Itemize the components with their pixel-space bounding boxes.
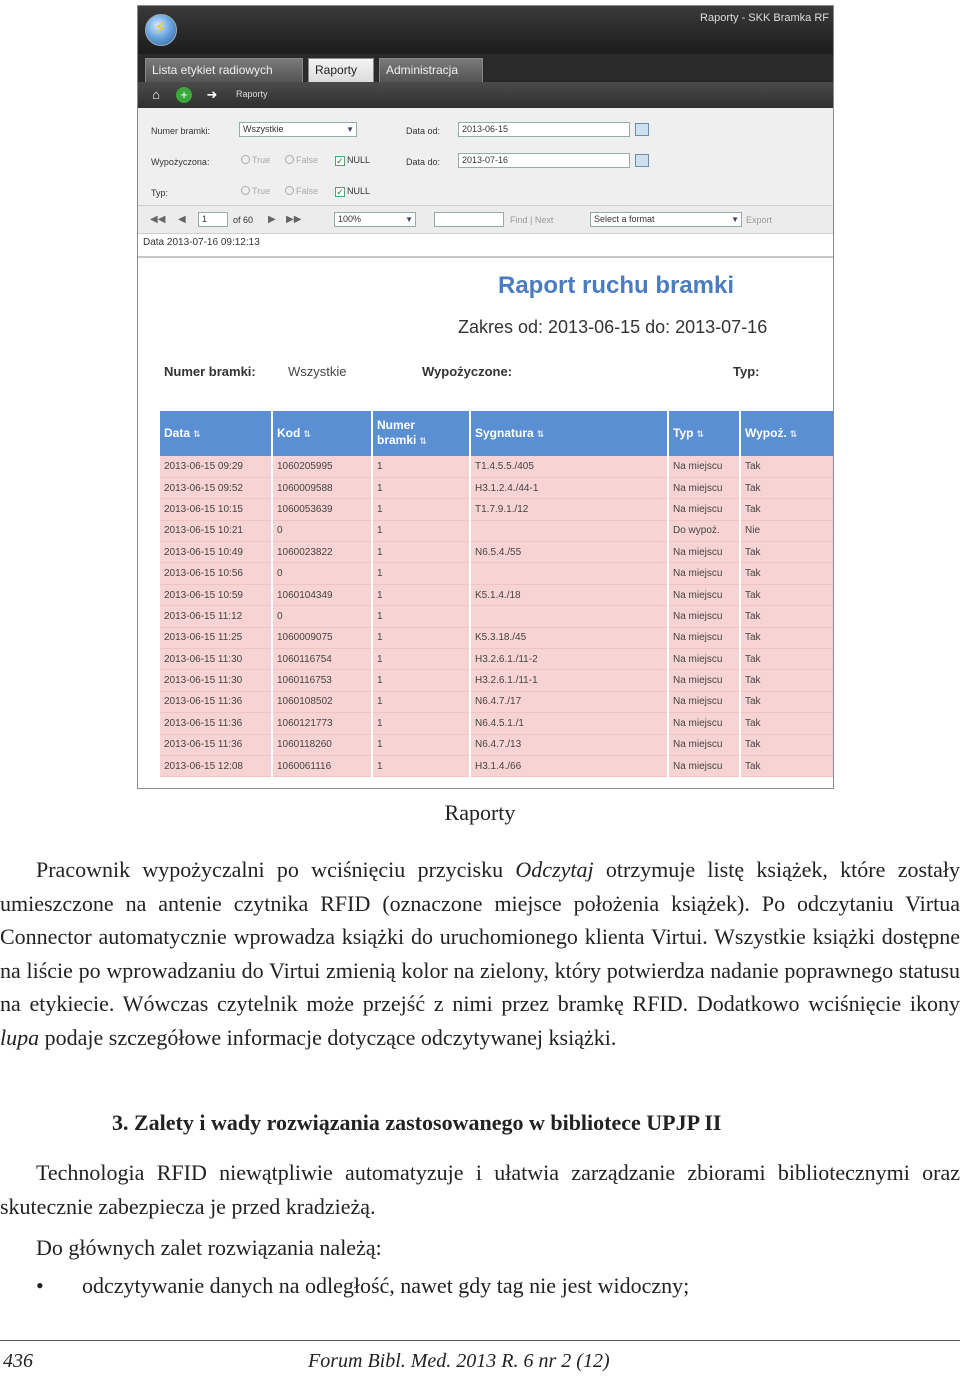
table-cell: 0 [272,520,372,541]
type-true-radio[interactable]: True [241,186,270,196]
filter-gate-label: Numer bramki: [164,364,256,379]
table-cell: H3.2.6.1./11-2 [470,649,668,670]
table-cell: Na miejscu [668,691,740,712]
report-parameters [138,108,834,206]
sort-icon[interactable]: ⇅ [789,428,798,439]
table-cell: T1.7.9.1./12 [470,499,668,520]
home-icon[interactable]: ⌂ [152,87,160,102]
table-cell: Do wypoż. [668,520,740,541]
table-cell: Tak [740,477,834,498]
table-cell: Na miejscu [668,477,740,498]
table-cell: 2013-06-15 11:25 [160,627,272,648]
table-cell: Na miejscu [668,606,740,627]
chevron-down-icon: ▼ [346,125,354,134]
table-cell: Tak [740,649,834,670]
sort-icon[interactable]: ⇅ [696,428,704,439]
column-header[interactable]: Numer bramki ⇅ [372,411,470,456]
table-cell: Tak [740,584,834,605]
filter-loan-label: Wypożyczone: [422,364,513,379]
table-cell: 1 [372,670,470,691]
last-page-icon[interactable]: ▶▶ [286,214,302,225]
table-cell: 2013-06-15 11:36 [160,734,272,755]
table-cell: 1060053639 [272,499,372,520]
gate-label: Numer bramki: [151,126,211,136]
table-cell [470,606,668,627]
next-page-icon[interactable]: ▶ [268,214,276,225]
table-cell: 1060104349 [272,584,372,605]
window-title: Raporty - SKK Bramka RF [700,12,829,24]
paragraph-1: Pracownik wypożyczalni po wciśnięciu przycisku Odczytaj otrzymuje listę książek, które zostały umieszczone na antenie czytnika RFID (oznaczone miejsce położenia książek). Po odczytaniu Virtua Connector automatycznie wprowadza książki do uruchomionego klienta Virtui. Wszystkie książki dostępne na liście po wprowadzaniu do Virtui zmienią kolor na zielony, który potwierdza nadanie poprawnego statusu na etykiecie. Wówczas czytelnik może przejść z nimi przez bramkę RFID. Dodatkowo wciśnięcie ikony lupa podaje szczegółowe informacje dotyczące odczytywanej książki. [0,857,960,1050]
table-cell: Na miejscu [668,649,740,670]
section-heading: 3. Zalety i wady rozwiązania zastosowanego w bibliotece UPJP II [112,1110,722,1135]
breadcrumb: Raporty [236,89,268,99]
table-row [160,649,834,670]
table-row [160,606,834,627]
previous-page-icon[interactable]: ◀ [178,214,186,225]
export-link[interactable]: Export [746,215,773,225]
page-count: of 60 [233,215,254,225]
table-cell: N6.4.7./13 [470,734,668,755]
table-cell: 2013-06-15 11:30 [160,649,272,670]
sort-icon[interactable]: ⇅ [536,428,545,439]
bullet-item: odczytywanie danych na odległość, nawet gdy tag nie jest widoczny; [82,1273,690,1298]
table-cell: 1060108502 [272,691,372,712]
tab-reports[interactable]: Raporty [308,58,374,82]
table-cell: 1 [372,713,470,734]
figure-caption: Raporty [444,800,516,825]
type-label: Typ: [151,188,169,198]
table-cell: 1060118260 [272,734,372,755]
table-cell: 2013-06-15 10:15 [160,499,272,520]
tab-bar [138,54,834,82]
table-cell: 1 [372,477,470,498]
table-cell: Tak [740,691,834,712]
table-cell: 2013-06-15 10:56 [160,563,272,584]
sort-icon[interactable]: ⇅ [419,436,427,446]
table-cell: 1 [372,755,470,776]
table-cell: Na miejscu [668,456,740,477]
tab-administration[interactable]: Administracja [379,58,483,82]
add-icon[interactable]: + [176,87,192,103]
date-from-input[interactable]: 2013-06-15 [458,122,630,137]
table-cell: 2013-06-15 09:29 [160,456,272,477]
table-cell: 1060116754 [272,649,372,670]
table-cell: 1 [372,691,470,712]
table-cell: N6.4.5.1./1 [470,713,668,734]
table-cell: 2013-06-15 09:52 [160,477,272,498]
back-arrow-icon[interactable]: ➜ [206,87,218,102]
tab-radio-labels[interactable]: Lista etykiet radiowych [145,58,303,82]
table-row [160,563,834,584]
table-cell: 2013-06-15 11:36 [160,691,272,712]
date-to-input[interactable]: 2013-07-16 [458,153,630,168]
table-row [160,713,834,734]
table-cell: 1 [372,542,470,563]
table-cell: N6.5.4./55 [470,542,668,563]
table-row [160,734,834,755]
table-row [160,542,834,563]
chevron-down-icon: ▼ [405,215,413,224]
table-cell: 2013-06-15 10:21 [160,520,272,541]
page-number: 436 [3,1350,33,1372]
loan-true-radio[interactable]: True [241,155,270,165]
table-cell: Tak [740,456,834,477]
table-cell: Na miejscu [668,713,740,734]
table-cell: Na miejscu [668,542,740,563]
table-cell: N6.4.7./17 [470,691,668,712]
table-cell: 1 [372,606,470,627]
table-cell: 1060009588 [272,477,372,498]
table-row [160,691,834,712]
table-cell: Tak [740,713,834,734]
divider [138,256,834,258]
table-row [160,755,834,776]
table-cell: 0 [272,606,372,627]
title-bar [138,6,834,54]
table-cell: 1060205995 [272,456,372,477]
column-header[interactable]: Typ ⇅ [668,411,740,456]
column-header[interactable]: Data ⇅ [160,411,272,456]
table-row [160,520,834,541]
table-cell: 1060023822 [272,542,372,563]
report-title: Raport ruchu bramki [498,272,735,299]
table-cell: K5.3.18./45 [470,627,668,648]
table-cell: Tak [740,755,834,776]
date-to-label: Data do: [406,157,441,167]
journal-reference: Forum Bibl. Med. 2013 R. 6 nr 2 (12) [308,1350,610,1372]
zoom-select[interactable]: 100% ▼ [334,212,416,227]
table-cell: H3.1.4./66 [470,755,668,776]
table-cell: H3.1.2.4./44-1 [470,477,668,498]
table-cell: Na miejscu [668,627,740,648]
column-header[interactable]: Wypoż. ⇅ [740,411,834,456]
table-cell: Tak [740,670,834,691]
column-header[interactable]: Kod ⇅ [272,411,372,456]
table-cell: Na miejscu [668,734,740,755]
paragraph-3: Do głównych zalet rozwiązania należą: [36,1235,382,1260]
loan-null-checkbox[interactable]: ✓ NULL [336,155,371,166]
type-false-radio[interactable]: False [285,186,318,196]
table-row [160,456,834,477]
table-row [160,627,834,648]
page-number-input[interactable]: 1 [198,212,228,227]
table-cell: 1 [372,456,470,477]
filter-gate-value: Wszystkie [288,364,347,379]
table-cell: 2013-06-15 12:08 [160,755,272,776]
table-cell: T1.4.5.5./405 [470,456,668,477]
table-cell: 1060061116 [272,755,372,776]
table-cell: 1 [372,734,470,755]
table-cell: Nie [740,520,834,541]
table-cell: 1060009075 [272,627,372,648]
calendar-icon[interactable] [635,154,649,167]
first-page-icon[interactable]: ◀◀ [150,214,166,225]
table-row [160,499,834,520]
table-cell: Tak [740,563,834,584]
filter-type-label: Typ: [733,364,760,379]
table-cell: 1 [372,563,470,584]
bullet-icon: • [36,1273,44,1298]
sort-icon[interactable]: ⇅ [303,428,311,439]
table-cell: K5.1.4./18 [470,584,668,605]
table-row [160,670,834,691]
table-cell: 1 [372,649,470,670]
type-null-checkbox[interactable]: ✓ NULL [336,186,371,197]
table-cell: Tak [740,627,834,648]
table-cell: 1 [372,499,470,520]
loan-label: Wypożyczona: [151,157,210,167]
table-cell: 1 [372,627,470,648]
table-cell [470,563,668,584]
toolbar [138,82,834,108]
table-cell: 1 [372,584,470,605]
report-table [160,411,834,777]
table-cell: H3.2.6.1./11-1 [470,670,668,691]
table-cell [470,520,668,541]
footer-rule [0,1340,960,1341]
app-logo-icon [145,14,177,46]
table-cell: 2013-06-15 10:49 [160,542,272,563]
table-cell: 2013-06-15 10:59 [160,584,272,605]
table-cell: Na miejscu [668,584,740,605]
column-header[interactable]: Sygnatura ⇅ [470,411,668,456]
table-cell: 2013-06-15 11:30 [160,670,272,691]
table-cell: 0 [272,563,372,584]
table-header-row [160,411,834,456]
table-row [160,584,834,605]
loan-false-radio[interactable]: False [285,155,318,165]
table-cell: Tak [740,542,834,563]
table-cell: Na miejscu [668,755,740,776]
paragraph-2: Technologia RFID niewątpliwie automatyzuje i ułatwia zarządzanie zbiorami bibliotecznymi oraz skutecznie zabezpiecza je przed kradzieżą. [0,1160,960,1219]
sort-icon[interactable]: ⇅ [193,428,201,439]
chevron-down-icon: ▼ [731,215,739,224]
date-from-label: Data od: [406,126,441,136]
report-navigation [138,206,834,234]
table-cell: Na miejscu [668,563,740,584]
find-next-links[interactable]: Find | Next [510,215,554,225]
export-format-select[interactable]: Select a format ▼ [590,212,742,227]
table-cell: 1060116753 [272,670,372,691]
table-cell: 1 [372,520,470,541]
table-cell: Na miejscu [668,499,740,520]
table-cell: 2013-06-15 11:12 [160,606,272,627]
table-body [160,456,834,777]
table-row [160,477,834,498]
table-cell: 1060121773 [272,713,372,734]
report-screenshot [137,5,834,789]
calendar-icon[interactable] [635,123,649,136]
table-cell: Na miejscu [668,670,740,691]
table-cell: Tak [740,734,834,755]
report-range: Zakres od: 2013-06-15 do: 2013-07-16 [458,317,768,337]
table-cell: Tak [740,606,834,627]
report-timestamp: Data 2013-07-16 09:12:13 [143,237,260,248]
table-cell: Tak [740,499,834,520]
gate-select[interactable]: Wszystkie ▼ [239,122,357,137]
find-input[interactable] [434,212,504,227]
table-cell: 2013-06-15 11:36 [160,713,272,734]
